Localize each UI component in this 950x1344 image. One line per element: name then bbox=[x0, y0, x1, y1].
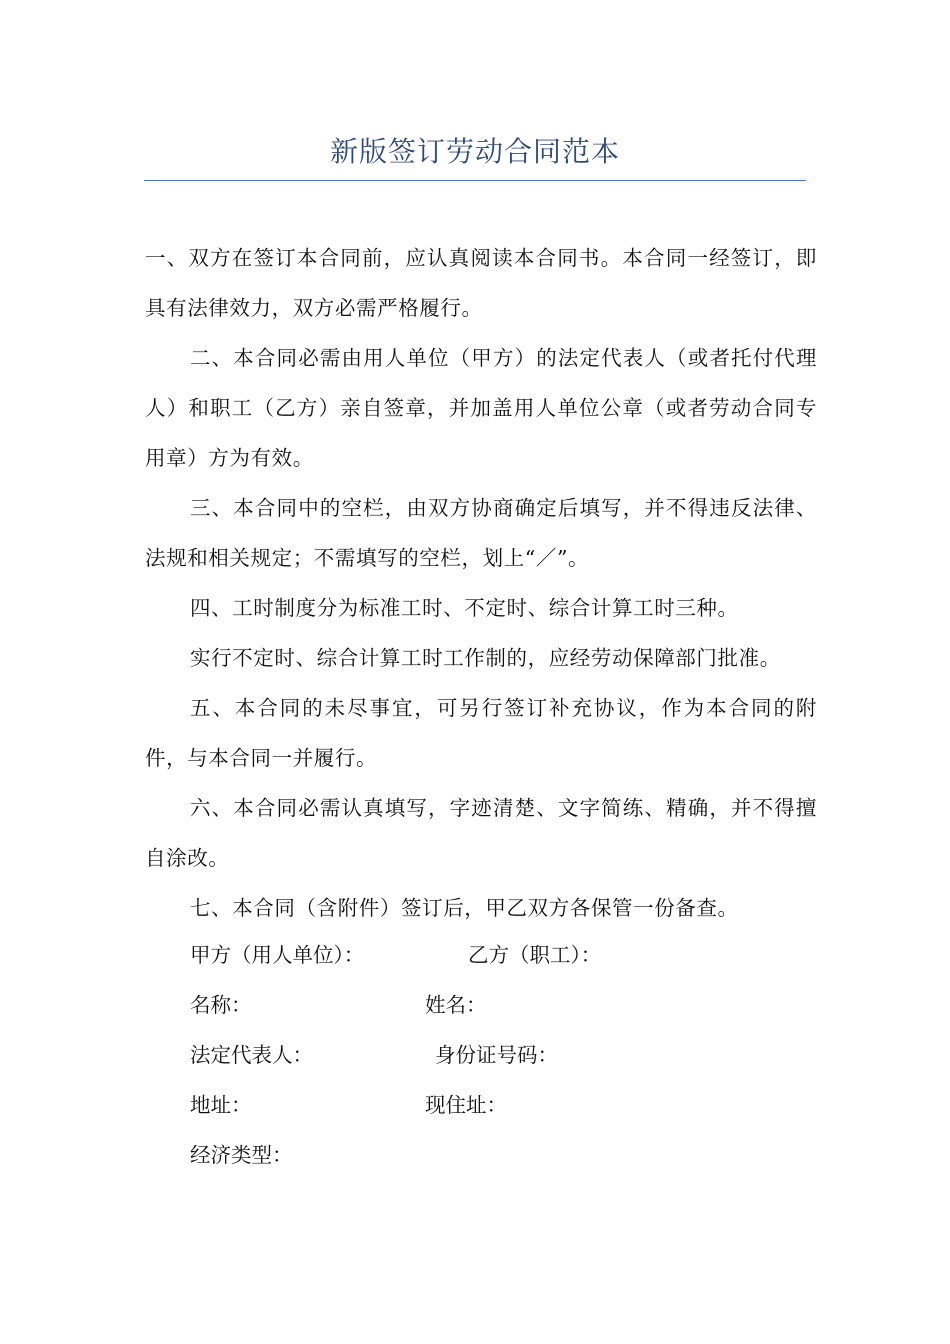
economic-type-row bbox=[190, 1130, 790, 1180]
party-a-heading: 甲方（用人单位）： bbox=[190, 943, 365, 967]
party-a-economic-type-label: 经济类型： bbox=[190, 1143, 293, 1167]
term-paragraph-4-note: 实行不定时、综合计算工时工作制的，应经劳动保障部门批准。 bbox=[190, 646, 781, 670]
term-paragraph-6: 六、本合同必需认真填写，字迹清楚、文字简练、精确，并不得擅自涂改。 bbox=[145, 796, 817, 870]
contract-terms bbox=[145, 233, 817, 933]
party-a-address-label: 地址： bbox=[190, 1093, 252, 1117]
party-b-name-label: 姓名： bbox=[425, 993, 487, 1017]
party-b-id-number-label: 身份证号码： bbox=[435, 1043, 558, 1067]
document-title: 新版签订劳动合同范本 bbox=[329, 135, 620, 168]
name-row bbox=[190, 980, 790, 1030]
signature-fields bbox=[190, 930, 790, 1180]
party-a-name-label: 名称： bbox=[190, 993, 252, 1017]
representative-row bbox=[190, 1030, 790, 1080]
term-paragraph-5: 五、本合同的未尽事宜，可另行签订补充协议，作为本合同的附件，与本合同一并履行。 bbox=[145, 696, 817, 770]
term-paragraph-1: 一、双方在签订本合同前，应认真阅读本合同书。本合同一经签订，即具有法律效力，双方必需严格履行。 bbox=[145, 246, 817, 320]
party-b-current-address-label: 现住址： bbox=[425, 1093, 507, 1117]
term-paragraph-7: 七、本合同（含附件）签订后，甲乙双方各保管一份备查。 bbox=[190, 896, 739, 920]
party-b-heading: 乙方（职工）： bbox=[468, 943, 602, 967]
address-row bbox=[190, 1080, 790, 1130]
party-a-legal-rep-label: 法定代表人： bbox=[190, 1043, 313, 1067]
term-paragraph-3: 三、本合同中的空栏，由双方协商确定后填写，并不得违反法律、法规和相关规定；不需填写的空栏，划上“／”。 bbox=[145, 496, 817, 570]
party-headings-row bbox=[190, 930, 790, 980]
term-paragraph-4: 四、工时制度分为标准工时、不定时、综合计算工时三种。 bbox=[190, 596, 739, 620]
title-underline bbox=[144, 180, 806, 181]
term-paragraph-2: 二、本合同必需由用人单位（甲方）的法定代表人（或者托付代理人）和职工（乙方）亲自签章，并加盖用人单位公章（或者劳动合同专用章）方为有效。 bbox=[145, 346, 817, 470]
